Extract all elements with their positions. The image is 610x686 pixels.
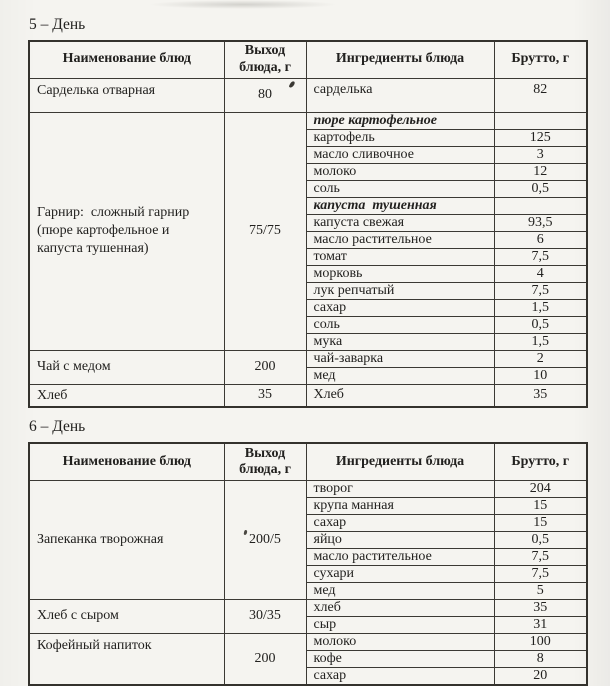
dish-output-cell: 80: [224, 78, 306, 112]
table-body: [29, 78, 587, 407]
ingredient-gross-cell: 15: [494, 514, 587, 531]
ingredient-name-cell: картофель: [306, 129, 494, 146]
ingredient-name-cell: хлеб: [306, 599, 494, 616]
menu-table-day-6: [28, 442, 588, 686]
day-5-heading: 5 – День: [29, 16, 86, 33]
dish-name-cell: Сарделька отварная: [29, 78, 224, 112]
ingredient-name-cell: кофе: [306, 650, 494, 667]
ingredient-name-cell: пюре картофельное: [306, 112, 494, 129]
ingredient-name-cell: соль: [306, 180, 494, 197]
menu-table-day-5: [28, 40, 588, 408]
dish-output-cell: 30/35: [224, 599, 306, 633]
dish-name-cell: Хлеб с сыром: [29, 599, 224, 633]
ingredient-gross-cell: 2: [494, 350, 587, 367]
column-header-dish: Наименование блюд: [29, 41, 224, 78]
ingredient-name-cell: масло растительное: [306, 231, 494, 248]
ingredient-gross-cell: 93,5: [494, 214, 587, 231]
dish-output-cell: 35: [224, 384, 306, 407]
dish-output-cell: 200: [224, 350, 306, 384]
ingredient-gross-cell: 8: [494, 650, 587, 667]
scan-smudge: [148, 0, 338, 9]
ingredient-name-cell: мед: [306, 582, 494, 599]
ingredient-name-cell: масло сливочное: [306, 146, 494, 163]
table-body: [29, 480, 587, 685]
ingredient-name-cell: молоко: [306, 633, 494, 650]
ingredient-gross-cell: 1,5: [494, 299, 587, 316]
ingredient-gross-cell: [494, 197, 587, 214]
ingredient-gross-cell: 0,5: [494, 180, 587, 197]
table-row: [29, 480, 587, 497]
ingredient-name-cell: чай-заварка: [306, 350, 494, 367]
ingredient-gross-cell: 125: [494, 129, 587, 146]
ingredient-gross-cell: 7,5: [494, 565, 587, 582]
ingredient-name-cell: молоко: [306, 163, 494, 180]
ingredient-name-cell: капуста тушенная: [306, 197, 494, 214]
ingredient-name-cell: морковь: [306, 265, 494, 282]
ingredient-name-cell: Хлеб: [306, 384, 494, 407]
ingredient-name-cell: масло растительное: [306, 548, 494, 565]
ingredient-gross-cell: 5: [494, 582, 587, 599]
column-header-output: Выход блюда, г: [224, 41, 306, 78]
ingredient-gross-cell: 10: [494, 367, 587, 384]
dish-output-cell: 200: [224, 633, 306, 685]
ingredient-gross-cell: 7,5: [494, 282, 587, 299]
column-header-dish: Наименование блюд: [29, 443, 224, 480]
ingredient-gross-cell: 1,5: [494, 333, 587, 350]
table-row: [29, 633, 587, 650]
ingredient-gross-cell: 7,5: [494, 548, 587, 565]
ingredient-name-cell: соль: [306, 316, 494, 333]
ingredient-name-cell: лук репчатый: [306, 282, 494, 299]
ingredient-name-cell: творог: [306, 480, 494, 497]
ingredient-gross-cell: 6: [494, 231, 587, 248]
column-header-ingredients: Ингредиенты блюда: [306, 41, 494, 78]
day-6-heading: 6 – День: [29, 418, 86, 436]
ingredient-name-cell: мед: [306, 367, 494, 384]
column-header-output: Выход блюда, г: [224, 443, 306, 480]
dish-name-cell: Запеканка творожная: [29, 480, 224, 599]
ingredient-gross-cell: 31: [494, 616, 587, 633]
dish-name-cell: Кофейный напиток: [29, 633, 224, 685]
ingredient-gross-cell: 204: [494, 480, 587, 497]
ingredient-name-cell: сахар: [306, 514, 494, 531]
ingredient-gross-cell: 15: [494, 497, 587, 514]
ingredient-gross-cell: 0,5: [494, 531, 587, 548]
header-row: [29, 41, 587, 78]
ingredient-name-cell: сухари: [306, 565, 494, 582]
table-row: [29, 599, 587, 616]
ingredient-gross-cell: 100: [494, 633, 587, 650]
ingredient-name-cell: сахар: [306, 299, 494, 316]
ingredient-gross-cell: 82: [494, 78, 587, 112]
ingredient-gross-cell: 0,5: [494, 316, 587, 333]
column-header-ingredients: Ингредиенты блюда: [306, 443, 494, 480]
ingredient-name-cell: сыр: [306, 616, 494, 633]
ingredient-gross-cell: 12: [494, 163, 587, 180]
table-row: [29, 350, 587, 367]
ingredient-gross-cell: 7,5: [494, 248, 587, 265]
dish-name-cell: Чай с медом: [29, 350, 224, 384]
dish-name-cell: Хлеб: [29, 384, 224, 407]
ingredient-gross-cell: 20: [494, 667, 587, 685]
ingredient-name-cell: капуста свежая: [306, 214, 494, 231]
ingredient-gross-cell: 35: [494, 384, 587, 407]
ingredient-gross-cell: 3: [494, 146, 587, 163]
column-header-gross: Брутто, г: [494, 443, 587, 480]
table-row: [29, 112, 587, 129]
ingredient-name-cell: сахар: [306, 667, 494, 685]
ingredient-gross-cell: 35: [494, 599, 587, 616]
ingredient-name-cell: сарделька: [306, 78, 494, 112]
dish-output-cell: 75/75: [224, 112, 306, 350]
ingredient-gross-cell: [494, 112, 587, 129]
ingredient-gross-cell: 4: [494, 265, 587, 282]
ingredient-name-cell: яйцо: [306, 531, 494, 548]
ingredient-name-cell: крупа манная: [306, 497, 494, 514]
table-row: [29, 78, 587, 112]
dish-name-cell: Гарнир: сложный гарнир (пюре картофельное и капуста тушенная): [29, 112, 224, 350]
table-row: [29, 384, 587, 407]
dish-output-cell: 200/5: [224, 480, 306, 599]
header-row: [29, 443, 587, 480]
ingredient-name-cell: мука: [306, 333, 494, 350]
ingredient-name-cell: томат: [306, 248, 494, 265]
column-header-gross: Брутто, г: [494, 41, 587, 78]
